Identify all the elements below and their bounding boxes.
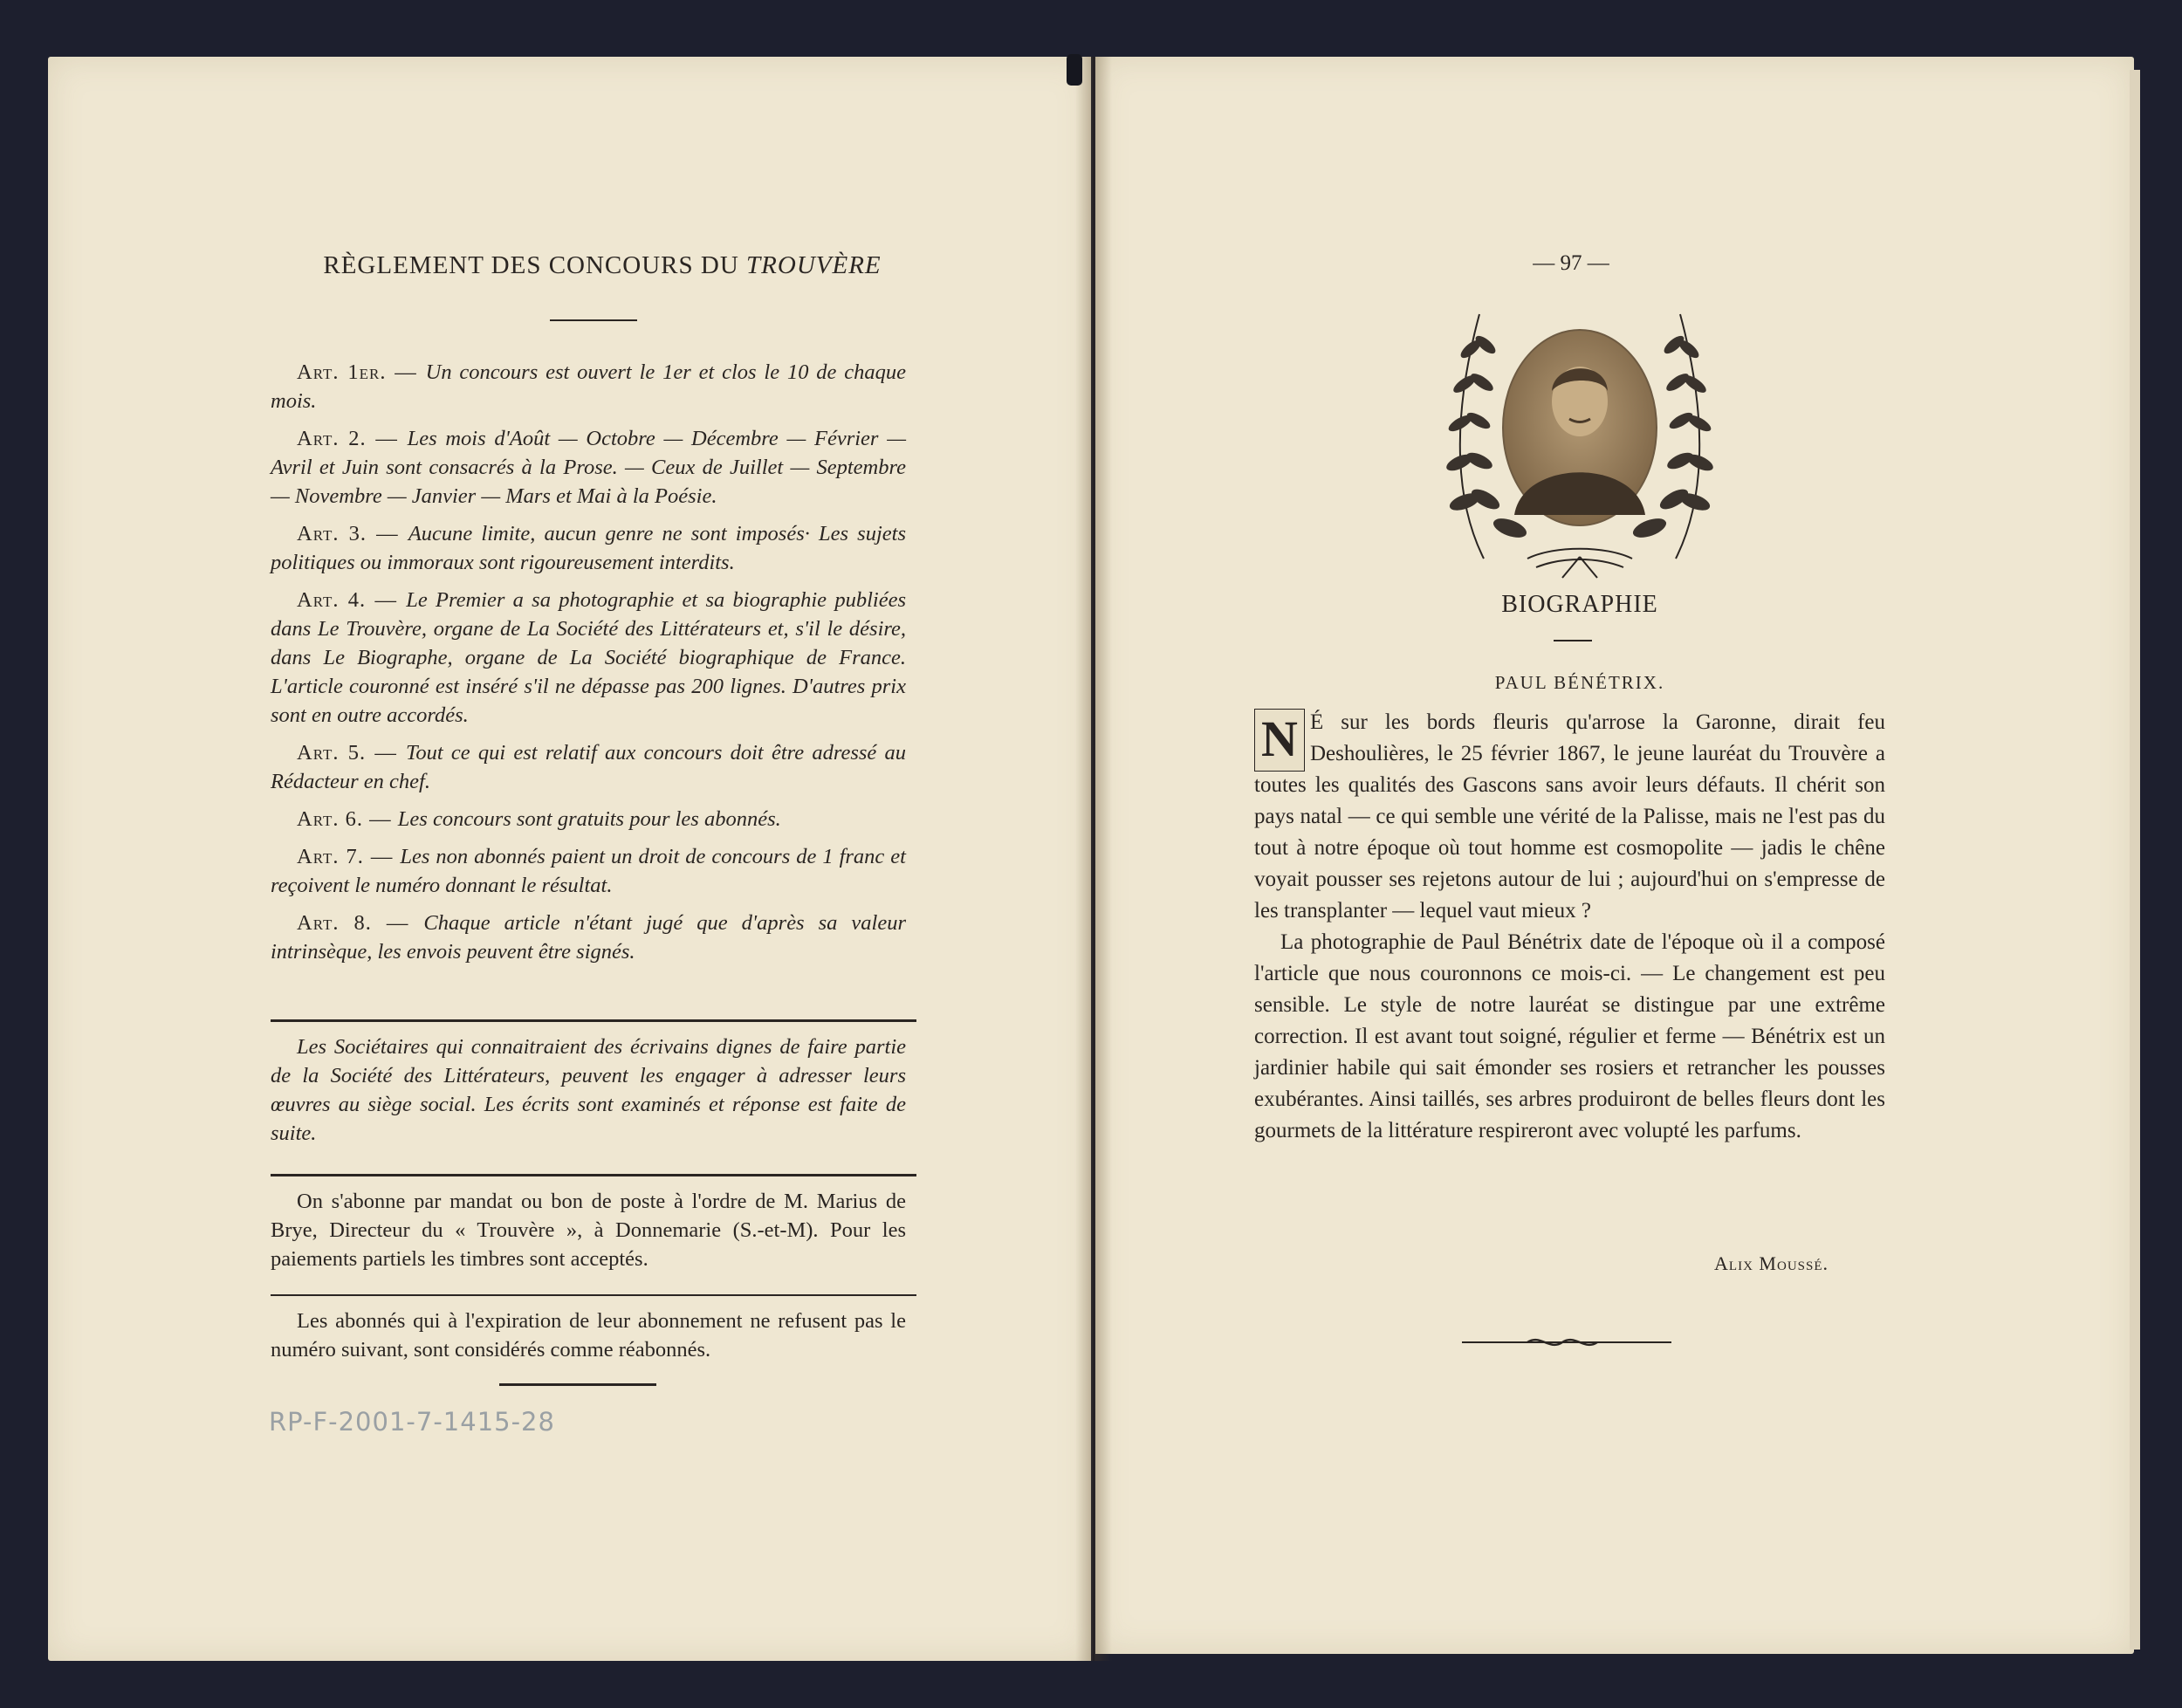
- article-6: [271, 805, 906, 833]
- societaires-note-block: [271, 1032, 906, 1156]
- section-divider: [271, 1019, 916, 1022]
- page-edge: [2130, 70, 2140, 1650]
- subject-name: PAUL BÉNÉTRIX.: [1494, 672, 1665, 693]
- article-text: Les mois d'Août — Octobre — Décembre — Février — Avril et Juin sont consacrés à la Prose. — Ceux de Juillet — Septembre — Novembre — Janvier — Mars et Mai à la Poésie.: [271, 427, 906, 508]
- drop-cap-letter: N: [1254, 709, 1305, 772]
- ribbon-bow-icon: [1527, 549, 1632, 578]
- biography-paragraph-1: É sur les bords fleuris qu'arrose la Garonne, dirait feu Deshoulières, le 25 février 1867, le jeune lauréat du Trouvère a toutes les qualités des Gascons sans avoir leurs défauts. Il chérit son pays natal — ce qui semble une vérité de la Palisse, mais ne l'est pas du tout à notre époque où tout homme est cosmopolite — jadis le chêne voyait pousser ses rejetons autour de lui ; aujourd'hui on s'empresse de les transplanter — lequel vaut mieux ?: [1254, 710, 1885, 923]
- article-label: Art. 1er. —: [297, 360, 426, 384]
- renewal-note: Les abonnés qui à l'expiration de leur abonnement ne refusent pas le numéro suivant, sont considérés comme réabonnés.: [271, 1309, 906, 1362]
- article-text: Un concours est ouvert le 1er et clos le 10 de chaque mois.: [271, 360, 906, 413]
- page-number: — 97 —: [1533, 251, 1609, 275]
- societaires-note: Les Sociétaires qui connaitraient des écrivains dignes de faire partie de la Société des Littérateurs, peuvent les engager à adresser leurs œuvres au siège social. Les écrits sont examinés et réponse est faite de suite.: [271, 1035, 906, 1145]
- subscription-block: [271, 1187, 906, 1282]
- section-divider: [271, 1294, 916, 1296]
- article-4: [271, 586, 906, 730]
- article-8: [271, 909, 906, 966]
- archive-pencil-mark: RP-F-2001-7-1415-28: [269, 1407, 555, 1437]
- article-label: Art. 5. —: [297, 741, 407, 765]
- renewal-block: [271, 1307, 906, 1373]
- closing-rule: [499, 1383, 656, 1386]
- article-text: Les concours sont gratuits pour les abonnés.: [397, 807, 781, 831]
- book-gutter: [1075, 57, 1112, 1661]
- end-ornament-icon: [1462, 1334, 1671, 1351]
- article-text: Le Premier a sa photographie et sa biographie publiées dans Le Trouvère, organe de La Société des Littérateurs et, s'il le désire, dans Le Biographe, organe de La Société biographique de France. L'article couronné est inséré s'il ne dépasse pas 200 lignes. D'autres prix sont en outre accordés.: [271, 588, 906, 727]
- biography-text: [1254, 707, 1885, 1147]
- article-label: Art. 8. —: [297, 911, 424, 935]
- regulations-title: [297, 251, 908, 280]
- author-signature: Alix Moussé.: [1714, 1252, 1829, 1274]
- article-text: Tout ce qui est relatif aux concours doit être adressé au Rédacteur en chef.: [271, 741, 906, 793]
- article-text: Aucune limite, aucun genre ne sont imposés· Les sujets politiques ou immoraux sont rigoureusement interdits.: [271, 522, 906, 574]
- article-text: Les non abonnés paient un droit de concours de 1 franc et reçoivent le numéro donnant le résultat.: [271, 845, 906, 897]
- regulations-title-italic: TROUVÈRE: [746, 251, 882, 279]
- title-rule: [1554, 640, 1592, 641]
- biography-paragraph-2: La photographie de Paul Bénétrix date de l'époque où il a composé l'article que nous couronnons ce mois-ci. — Le changement est peu sensible. Le style de notre lauréat se distingue par une extrême correction. Il est avant tout soigné, régulier et ferme — Bénétrix est un jardinier habile qui sait émonder ses rosiers et retrancher les pousses exubérantes. Ainsi taillés, ses arbres produiront de belles fleurs dont les gourmets de la littérature respireront avec volupté les parfums.: [1254, 930, 1885, 1142]
- article-7: [271, 842, 906, 900]
- article-label: Art. 6. —: [297, 807, 398, 831]
- binding-clip: [1067, 54, 1082, 86]
- article-label: Art. 4. —: [297, 588, 407, 612]
- article-label: Art. 2. —: [297, 427, 408, 450]
- article-5: [271, 738, 906, 796]
- article-label: Art. 3. —: [297, 522, 408, 545]
- section-title: BIOGRAPHIE: [1501, 591, 1658, 618]
- title-rule: [550, 319, 637, 321]
- article-2: [271, 424, 906, 511]
- drop-cap-spacer: [1254, 707, 1310, 768]
- article-text: Chaque article n'étant jugé que d'après sa valeur intrinsèque, les envois peuvent être signés.: [271, 911, 906, 964]
- section-divider: [271, 1174, 916, 1176]
- regulations-title-text: RÈGLEMENT DES CONCOURS DU: [323, 251, 747, 279]
- article-label: Art. 7. —: [297, 845, 401, 868]
- article-3: [271, 519, 906, 577]
- laurel-portrait-frame: [1431, 297, 1728, 585]
- subscription-note: On s'abonne par mandat ou bon de poste à l'ordre de M. Marius de Brye, Directeur du « Trouvère », à Donnemarie (S.-et-M). Pour les paiements partiels les timbres sont acceptés.: [271, 1190, 906, 1271]
- article-1: [271, 358, 906, 415]
- regulations-articles: [271, 358, 906, 975]
